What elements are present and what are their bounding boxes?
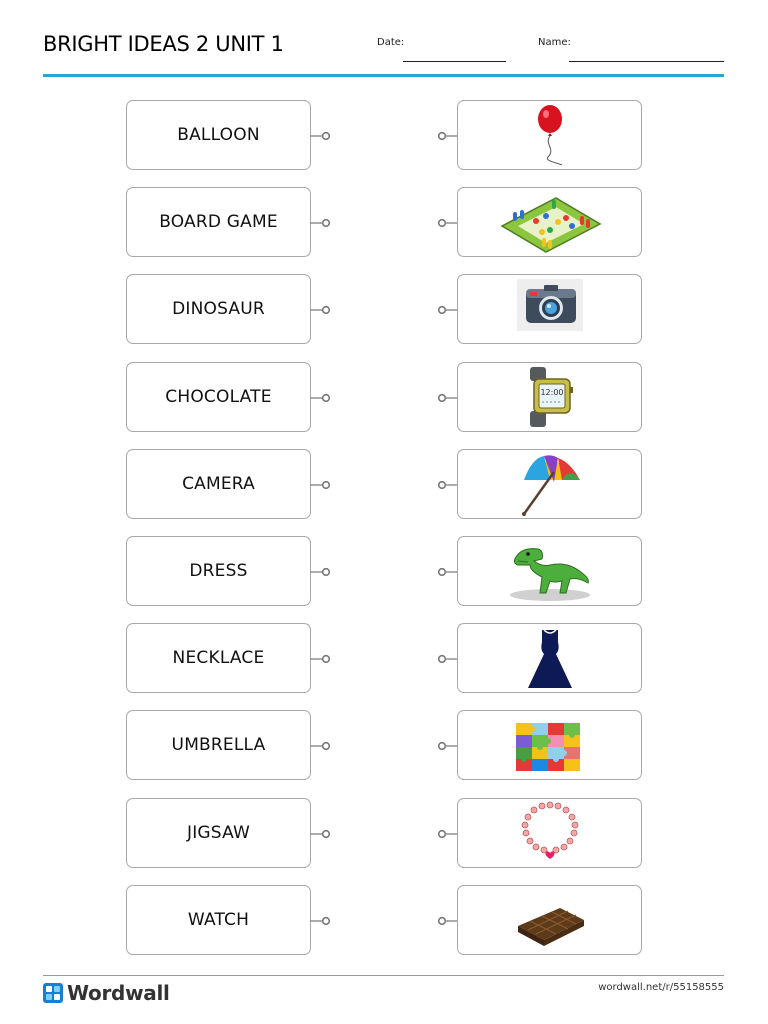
- date-label: Date:: [377, 37, 405, 48]
- match-row: [0, 798, 768, 868]
- picture-connector-handle[interactable]: [436, 564, 458, 578]
- svg-text:12:00: 12:00: [540, 388, 564, 397]
- wordwall-grid-icon: [43, 983, 63, 1003]
- picture-card[interactable]: [457, 362, 642, 432]
- wordwall-brand-text: Wordwall: [67, 981, 170, 1005]
- picture-card[interactable]: [457, 798, 642, 868]
- word-card[interactable]: [126, 798, 311, 868]
- picture-card[interactable]: [457, 710, 642, 780]
- word-label: DINOSAUR: [172, 299, 265, 319]
- word-label: NECKLACE: [172, 648, 265, 668]
- word-connector-handle[interactable]: [310, 477, 332, 491]
- match-row: [0, 362, 768, 432]
- match-row: [0, 449, 768, 519]
- word-card[interactable]: [126, 274, 311, 344]
- picture-card[interactable]: [457, 449, 642, 519]
- watch-icon: [458, 363, 643, 433]
- word-label: BALLOON: [177, 125, 260, 145]
- word-card[interactable]: [126, 100, 311, 170]
- picture-connector-handle[interactable]: [436, 302, 458, 316]
- word-label: CHOCOLATE: [165, 387, 272, 407]
- picture-connector-handle[interactable]: [436, 913, 458, 927]
- chocolate-icon: [458, 886, 643, 956]
- match-row: [0, 885, 768, 955]
- word-label: JIGSAW: [186, 823, 251, 843]
- header-divider: [43, 74, 724, 77]
- umbrella-icon: [458, 450, 643, 520]
- picture-card[interactable]: [457, 536, 642, 606]
- word-connector-handle[interactable]: [310, 564, 332, 578]
- word-connector-handle[interactable]: [310, 738, 332, 752]
- word-connector-handle[interactable]: [310, 913, 332, 927]
- word-card[interactable]: [126, 536, 311, 606]
- match-row: [0, 274, 768, 344]
- word-card[interactable]: [126, 710, 311, 780]
- worksheet-title: BRIGHT IDEAS 2 UNIT 1: [43, 32, 284, 56]
- word-card[interactable]: [126, 362, 311, 432]
- picture-card[interactable]: [457, 100, 642, 170]
- word-card[interactable]: [126, 187, 311, 257]
- picture-card[interactable]: [457, 274, 642, 344]
- date-field-line[interactable]: [403, 61, 506, 62]
- name-label: Name:: [538, 37, 571, 48]
- word-card[interactable]: [126, 449, 311, 519]
- word-label: UMBRELLA: [171, 735, 266, 755]
- picture-card[interactable]: [457, 885, 642, 955]
- match-row: [0, 100, 768, 170]
- necklace-icon: [458, 799, 643, 869]
- match-row: [0, 710, 768, 780]
- jigsaw-icon: [458, 711, 643, 781]
- camera-icon: [458, 275, 643, 345]
- dinosaur-icon: [458, 537, 643, 607]
- picture-connector-handle[interactable]: [436, 651, 458, 665]
- picture-connector-handle[interactable]: [436, 738, 458, 752]
- word-label: WATCH: [187, 910, 250, 930]
- match-row: [0, 536, 768, 606]
- word-connector-handle[interactable]: [310, 302, 332, 316]
- picture-connector-handle[interactable]: [436, 390, 458, 404]
- picture-connector-handle[interactable]: [436, 477, 458, 491]
- board-game-icon: [458, 188, 643, 258]
- word-label: BOARD GAME: [159, 212, 278, 232]
- word-label: CAMERA: [182, 474, 255, 494]
- footer-divider: [43, 975, 724, 976]
- balloon-icon: [458, 101, 643, 171]
- word-connector-handle[interactable]: [310, 826, 332, 840]
- picture-connector-handle[interactable]: [436, 128, 458, 142]
- word-card[interactable]: [126, 623, 311, 693]
- picture-card[interactable]: [457, 187, 642, 257]
- match-row: [0, 187, 768, 257]
- wordwall-logo: [43, 981, 170, 1005]
- footer-url[interactable]: wordwall.net/r/55158555: [598, 982, 724, 993]
- picture-card[interactable]: [457, 623, 642, 693]
- word-label: DRESS: [189, 561, 248, 581]
- picture-connector-handle[interactable]: [436, 826, 458, 840]
- name-field-line[interactable]: [569, 61, 724, 62]
- dress-icon: [458, 624, 643, 694]
- word-connector-handle[interactable]: [310, 128, 332, 142]
- word-connector-handle[interactable]: [310, 390, 332, 404]
- picture-connector-handle[interactable]: [436, 215, 458, 229]
- match-row: [0, 623, 768, 693]
- word-connector-handle[interactable]: [310, 651, 332, 665]
- word-card[interactable]: [126, 885, 311, 955]
- word-connector-handle[interactable]: [310, 215, 332, 229]
